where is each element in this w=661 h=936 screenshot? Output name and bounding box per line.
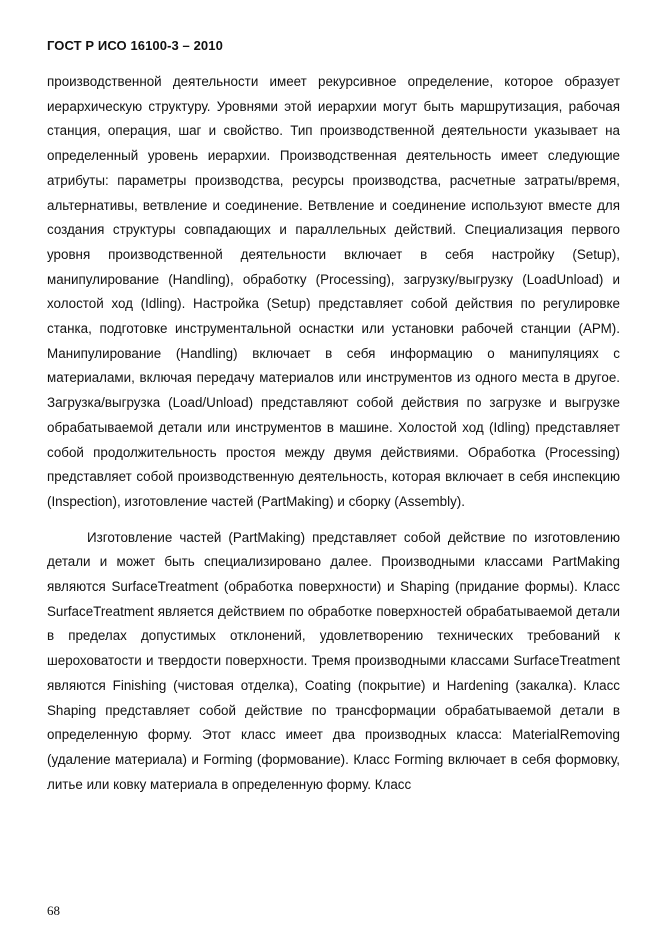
paragraph-continuation: производственной деятельности имеет рекурсивное определение, которое образует иерархическую структуру. Уровнями этой иерархии могут быть маршрутизация, рабочая станция, операция, шаг и свойство. Тип производственной деятельности указывает на определенный уровень иерархии. Производственная деятельность имеет следующие атрибуты: параметры производства, ресурсы производства, расчетные затраты/время, альтернативы, ветвление и соединение. Ветвление и соединение используют вместе для создания структуры совпадающих и параллельных действий. Специализация первого уровня производственной деятельности включает в себя настройку (Setup), манипулирование (Handling), обработку (Processing), загрузку/выгрузку (LoadUnload) и холостой ход (Idling). Настройка (Setup) представляет собой действия по регулировке станка, подготовке инструментальной оснастки или установки рабочей станции (АРМ). Манипулирование (Handling) включает в себя информацию о манипуляциях с материалами, включая передачу материалов или инструментов из одного места в другое. Загрузка/выгрузка (Load/Unload) представляют собой действия по загрузке и выгрузке обрабатываемой детали или инструментов в машине. Холостой ход (Idling) представляет собой продолжительность простоя между двумя действиями. Обработка (Processing) представляет собой производственную деятельность, которая включает в себя инспекцию (Inspection), изготовление частей (PartMaking) и сборку (Assembly).: [47, 74, 620, 509]
body-text: [47, 70, 620, 797]
standard-header: ГОСТ Р ИСО 16100-3 – 2010: [47, 38, 223, 53]
paragraph-partmaking: Изготовление частей (PartMaking) представляет собой действие по изготовлению детали и может быть специализировано далее. Производными классами PartMaking являются SurfaceTreatment (обработка поверхности) и Shaping (придание формы). Класс SurfaceTreatment является действием по обработке поверхностей обрабатываемой детали в пределах допустимых отклонений, удовлетворению технических требований к шероховатости и твердости поверхности. Тремя производными классами SurfaceTreatment являются Finishing (чистовая отделка), Coating (покрытие) и Hardening (закалка). Класс Shaping представляет собой действие по трансформации обрабатываемой детали в определенную форму. Этот класс имеет два производных класса: MaterialRemoving (удаление материала) и Forming (формование). Класс Forming включает в себя формовку, литье или ковку материала в определенную форму. Класс: [47, 529, 620, 792]
page-number: 68: [47, 903, 60, 918]
